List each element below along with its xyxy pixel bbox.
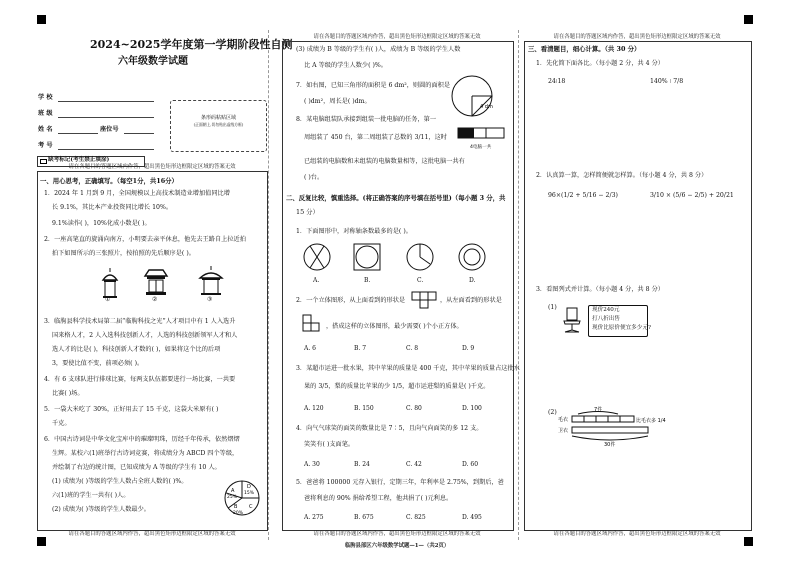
registration-mark-top-left — [37, 15, 46, 24]
pie-percent-D: 15% — [244, 491, 255, 496]
exam-number-label: 考 号 — [38, 142, 53, 149]
barcode-title: 条形码粘贴区域 — [200, 115, 236, 121]
pie-percent-A: 25% — [227, 495, 238, 500]
s2-q2-option-d[interactable]: D. 9 — [462, 345, 475, 352]
s2-q3-line1: 3．某超市运进一批水果，其中苹果的质量是 400 千克，其中苹果的质量占这批水 — [296, 365, 520, 372]
s2-q3-option-c[interactable]: C. 80 — [406, 405, 422, 412]
s2-q2-line1a: 2．一个立体图形，从上面看到的形状是 — [296, 297, 406, 304]
q3-line4: 3，要使比值不变，前项必须( )。 — [52, 360, 144, 367]
bar-diagram-label: 4电脑一共 — [470, 145, 492, 150]
seat-label: 座位号 — [100, 126, 119, 133]
q6-sub3-line1: (3) 成绩为 B 等级的学生有( )人，成绩为 B 等级的学生人数 — [296, 46, 461, 53]
s2-q5-line2: 爸将利息的 90% 捐给希望工程，他共捐了( )元利息。 — [304, 495, 453, 502]
q2-line2: 拍下如图所示的三张照片，按拍照的先后顺序是( )。 — [52, 250, 195, 257]
q5-line2: 千克。 — [52, 420, 71, 427]
s3-sub3-1-label: (1) — [548, 304, 557, 311]
price-tag-line2: 打八折出售 — [592, 316, 620, 322]
s3-sub1-item1: 24∶18 — [548, 78, 566, 85]
exam-subtitle: 六年级数学试题 — [118, 56, 188, 67]
q4-line1: 4．有 6 支球队进行排球比赛，每两支队伍都要进行一场比赛，一共要 — [44, 376, 236, 383]
q2-line1: 2．一座高笔直的旋涌向南方，小明要去亲平休息，他先去王路自上拉近拍 — [44, 236, 246, 243]
name-label: 姓 名 — [38, 126, 53, 133]
q5-line1: 5．一袋大米吃了 30%，正好用去了 15 千克，这袋大米原有( ) — [44, 406, 219, 413]
q8-line3: 已组装的电脑数和未组装的电脑数量相等，这批电脑一共有 — [304, 158, 465, 165]
section2-heading-cont: 15 分） — [296, 208, 319, 216]
pagoda-photos — [100, 266, 230, 312]
q1-line2: 长 9.1%，其比本产业投资同比增长 10%。 — [52, 204, 173, 211]
figure-C — [407, 244, 433, 270]
name-field[interactable] — [58, 133, 98, 134]
pie-label-B: B — [234, 504, 238, 510]
q6-sub1-cont: 六(1)班的学生一共有( )人。 — [52, 492, 130, 499]
s2-q4-line1: 4．向气气球笑的面笑的数量比是 7∶5，且向气向面笑的多 12 支。 — [296, 425, 483, 432]
absent-mark-label: 缺考标记(考生禁止填涂) — [48, 157, 110, 163]
s2-q2-option-a[interactable]: A. 6 — [304, 345, 316, 352]
top-view-figure — [411, 291, 437, 309]
q3-line1: 3．临朐县科学技术局第二届“临朐科技之光”人才项目中有 1 人入选升 — [44, 318, 236, 325]
s2-q1-option-d[interactable]: D. — [469, 277, 476, 284]
left-view-figure — [302, 314, 324, 332]
pagoda-photo-3 — [200, 266, 222, 295]
s2-q3-option-d[interactable]: D. 100 — [462, 405, 482, 412]
q4-line2: 比赛( )场。 — [52, 390, 84, 397]
s2-q2-line1b: ，从左面看到的形状是 — [440, 297, 502, 304]
s3-sub1-item2: 140% ∶ 7/8 — [650, 78, 684, 85]
class-field[interactable] — [58, 117, 154, 118]
sweater-label: 毛衣 — [558, 417, 569, 423]
circle-triangle-figure — [450, 72, 504, 122]
pie-label-A: A — [231, 488, 235, 494]
q3-line2: 国来格人才，2 人入选科技创新人才，人选的科技创新领军人才和人 — [52, 332, 238, 339]
s2-q2-option-c[interactable]: C. 8 — [406, 345, 419, 352]
s2-q4-option-a[interactable]: A. 30 — [304, 461, 320, 468]
pie-percent-B: 20% — [233, 511, 244, 516]
grade-pie-chart — [222, 478, 262, 518]
office-chair-icon — [560, 306, 586, 334]
section3-heading: 三、看清题目，细心计算。（共 30 分） — [528, 45, 641, 53]
column1-bottom-notice: 请在各题目的答题区域内作答，超出黑色矩形边框限定区域的答案无效 — [68, 531, 236, 537]
figure-D — [459, 244, 485, 270]
ratio-label: 比毛衣多 1/4 — [636, 418, 666, 424]
q1-line3: 9.1%读作( )，10%化成小数是( )。 — [52, 220, 151, 227]
q3-line3: 选人才的比是( )，科技创新人才数的( )，如果将这个比的后项 — [52, 346, 221, 353]
q8-line1: 8．某电脑组装队承接到组装一批电脑的任务，第一 — [296, 116, 437, 123]
radius-label: 4 dm — [480, 104, 493, 110]
s2-q1-option-a[interactable]: A. — [313, 277, 320, 284]
class-label: 班 级 — [38, 110, 53, 117]
q6-sub1: (1) 成绩为( )等级的学生人数占全班人数的( )%。 — [52, 478, 188, 485]
s2-q1-option-c[interactable]: C. — [417, 277, 424, 284]
seat-field[interactable] — [124, 133, 154, 134]
section1-heading: 一、用心思考，正确填写。（每空1分，共16分） — [40, 177, 178, 185]
s2-q1-option-b[interactable]: B. — [364, 277, 371, 284]
sweater-hoodie-bar-diagram — [556, 404, 676, 448]
q6-line1: 6．中国古诗词是中华文化宝库中的璀璨明珠，历经千年传承，依然熠熠 — [44, 436, 240, 443]
q6-line3: 并绘制了右边的统计图，已知成绩为 A 等级的学生有 10 人。 — [52, 464, 221, 471]
price-tag-line1: 现价240元 — [592, 307, 620, 313]
s3-sub2-heading: 2．认真算一算，怎样简便就怎样算。（每小题 4 分，共 8 分） — [536, 172, 708, 179]
s2-q3-option-a[interactable]: A. 120 — [304, 405, 324, 412]
s3-sub2-item1: 96×(1/2 + 5/16 − 2/3) — [548, 192, 618, 199]
q6-sub3-line2: 比 A 等级的学生人数少( )%。 — [304, 62, 387, 69]
school-field[interactable] — [58, 101, 154, 102]
pagoda-label-1: ① — [105, 296, 111, 303]
column1-top-notice: 请在各题目的答题区域内作答，超出黑色矩形边框限定区域的答案无效 — [68, 164, 236, 170]
q8-line4: ( )台。 — [304, 174, 324, 181]
column3-top-notice: 请在各题目的答题区域内作答，超出黑色矩形边框限定区域的答案无效 — [553, 34, 721, 40]
s2-q1: 1．下面图形中，对称轴条数最多的是( )。 — [296, 228, 412, 235]
figure-A — [304, 244, 330, 270]
s2-q5-line1: 5．爸爸将 100000 元存入银行，定期三年，年利率是 2.75%，到期后，爸 — [296, 479, 504, 486]
pagoda-label-2: ② — [152, 296, 158, 303]
figure-B — [354, 244, 380, 270]
page-footer: 临朐县部区六年级数学试题—1—（共2页） — [344, 543, 450, 549]
s3-sub3-2-label: (2) — [548, 409, 557, 416]
pie-label-D: D — [247, 484, 251, 490]
q7-line2: ( )dm²，周长是( )dm。 — [304, 98, 371, 105]
pie-label-C: C — [249, 504, 253, 510]
s2-q2-option-b[interactable]: B. 7 — [354, 345, 367, 352]
pagoda-photo-2 — [145, 270, 167, 295]
s2-q4-line2: 笑笑有( )支面笔。 — [304, 441, 355, 448]
q8-bar-diagram — [456, 116, 508, 152]
symmetry-figures — [302, 242, 492, 274]
s2-q3-line2: 果的 3/5，梨的质量比苹果的少 1/5，超市运进梨的质量是( )千克。 — [304, 383, 490, 390]
column2-top-notice: 请在各题目的答题区域内作答，超出黑色矩形边框限定区域的答案无效 — [313, 34, 481, 40]
barcode-note: (正面朝上,切勿贴出虚线方框) — [193, 122, 244, 127]
hoodie-label: 卫衣 — [558, 428, 569, 434]
s2-q5-option-a[interactable]: A. 275 — [304, 514, 324, 521]
barcode-area — [170, 100, 267, 152]
s3-sub2-item2: 3/10 × (5/6 − 2/5) + 20/21 — [650, 192, 734, 199]
s2-q5-option-c[interactable]: C. 825 — [406, 514, 426, 521]
q7-line1: 7．如右图，已知三角形的面积是 6 dm²，则圆的面积是 — [296, 82, 451, 89]
s3-sub3-heading: 3．看图列式并计算。（每小题 4 分，共 8 分） — [536, 286, 664, 293]
section2-heading: 二、反复比较，慎重选择。(将正确答案的序号填在括号里)（每小题 3 分，共 — [286, 194, 506, 202]
total-label: 30件 — [604, 442, 616, 448]
s2-q3-option-b[interactable]: B. 150 — [354, 405, 374, 412]
column2-bottom-notice: 请在各题目的答题区域内作答，超出黑色矩形边框限定区域的答案无效 — [313, 531, 481, 537]
column-separator — [268, 30, 269, 540]
price-question: 现价比原价便宜多少元? — [592, 325, 651, 331]
s2-q5-option-b[interactable]: B. 675 — [354, 514, 374, 521]
q1-line1: 1．2024 年 1 月到 9 月，全国规模以上高技术制造业增加值同比增 — [44, 190, 230, 197]
q8-line2: 周组装了 450 台，第二周组装了总数的 3/11，这时 — [304, 134, 447, 141]
column-separator — [518, 30, 519, 540]
seven-pieces-label: 7件 — [594, 407, 603, 413]
s3-sub1-heading: 1．先化简下面各比。（每小题 2 分，共 4 分） — [536, 60, 664, 67]
q6-sub2: (2) 成绩为( )等级的学生人数最少。 — [52, 506, 150, 513]
pagoda-photo-1 — [103, 268, 117, 298]
s2-q4-option-b[interactable]: B. 24 — [354, 461, 370, 468]
registration-mark-bottom-right — [744, 537, 753, 546]
exam-title: 2024~2025学年度第一学期阶段性自测 — [90, 38, 293, 51]
column3-bottom-notice: 请在各题目的答题区域内作答，超出黑色矩形边框限定区域的答案无效 — [553, 531, 721, 537]
s2-q5-option-d[interactable]: D. 495 — [462, 514, 482, 521]
s2-q4-option-d[interactable]: D. 60 — [462, 461, 479, 468]
school-label: 学 校 — [38, 94, 53, 101]
q6-line2: 生辉。某校六(1)班举行古诗词竞赛，将成绩分为 ABCD 四个等级， — [52, 450, 239, 457]
s2-q4-option-c[interactable]: C. 42 — [406, 461, 422, 468]
exam-number-field[interactable] — [58, 149, 154, 150]
s2-q2-line2: ，搭成这样的立体图形，最少需要( )个小正方体。 — [326, 323, 463, 330]
registration-mark-bottom-left — [37, 537, 46, 546]
pagoda-label-3: ③ — [207, 296, 213, 303]
registration-mark-top-right — [744, 15, 753, 24]
